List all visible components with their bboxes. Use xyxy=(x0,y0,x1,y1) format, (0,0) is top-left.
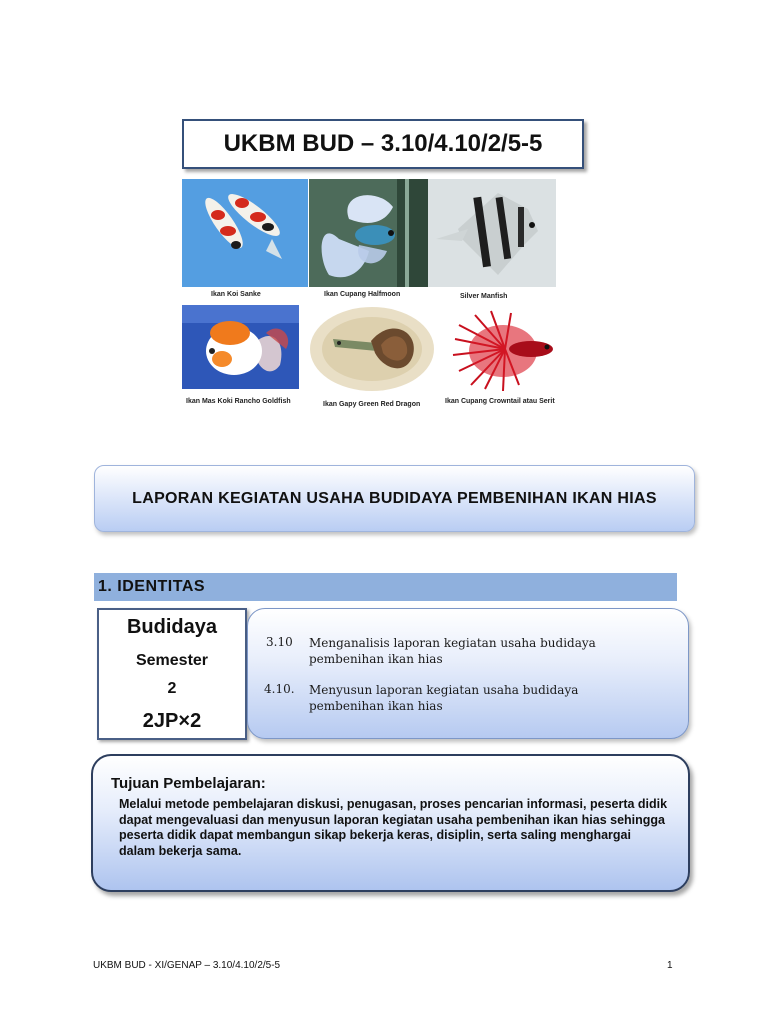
betta-halfmoon-photo xyxy=(309,179,428,287)
caption-betta-crowntail: Ikan Cupang Crowntail atau Serit xyxy=(445,398,555,405)
caption-guppy: Ikan Gapy Green Red Dragon xyxy=(323,401,421,408)
kd-text: Menganalisis laporan kegiatan usaha budidaya pembenihan ikan hias xyxy=(309,636,596,666)
footer-page-number: 1 xyxy=(667,960,673,971)
goldfish-photo xyxy=(182,305,299,389)
caption-goldfish: Ikan Mas Koki Rancho Goldfish xyxy=(186,398,291,405)
hours-value: 2JP×2 xyxy=(142,710,202,732)
caption-angelfish: Silver Manfish xyxy=(460,293,508,300)
kompetensi-dasar-box xyxy=(247,608,689,739)
footer-document-code: UKBM BUD - XI/GENAP – 3.10/4.10/2/5-5 xyxy=(93,960,281,971)
report-title: LAPORAN KEGIATAN USAHA BUDIDAYA PEMBENIHAN IKAN HIAS xyxy=(132,490,657,507)
document-title: UKBM BUD – 3.10/4.10/2/5-5 xyxy=(182,119,584,169)
angelfish-photo xyxy=(428,179,556,287)
caption-koi: Ikan Koi Sanke xyxy=(211,291,261,298)
report-title-banner xyxy=(94,465,695,532)
subject-name: Budidaya xyxy=(126,616,218,638)
kd-text: Menyusun laporan kegiatan usaha budidaya pembenihan ikan hias xyxy=(309,683,579,713)
learning-objective-text: Melalui metode pembelajaran diskusi, penugasan, proses pencarian informasi, peserta didik dapat mengevaluasi dan menyusun laporan kegiatan usaha pembenihan ikan hias sehingga peserta didik dapat membangun sikap bekerja keras, disiplin, serta saling menghargai dalam bekerja sama. xyxy=(119,797,668,858)
learning-objective-title: Tujuan Pembelajaran: xyxy=(111,775,266,792)
semester-label: Semester xyxy=(135,652,209,669)
caption-betta-halfmoon: Ikan Cupang Halfmoon xyxy=(324,291,401,298)
kd-number: 4.10. xyxy=(264,682,295,696)
section-heading-identitas: 1. IDENTITAS xyxy=(94,573,677,601)
semester-value: 2 xyxy=(167,680,177,697)
learning-objective-box xyxy=(91,754,690,892)
guppy-photo xyxy=(307,305,437,393)
subject-box xyxy=(97,608,247,740)
koi-fish-photo xyxy=(182,179,308,287)
kd-number: 3.10 xyxy=(266,635,293,649)
betta-crowntail-photo xyxy=(445,305,567,395)
